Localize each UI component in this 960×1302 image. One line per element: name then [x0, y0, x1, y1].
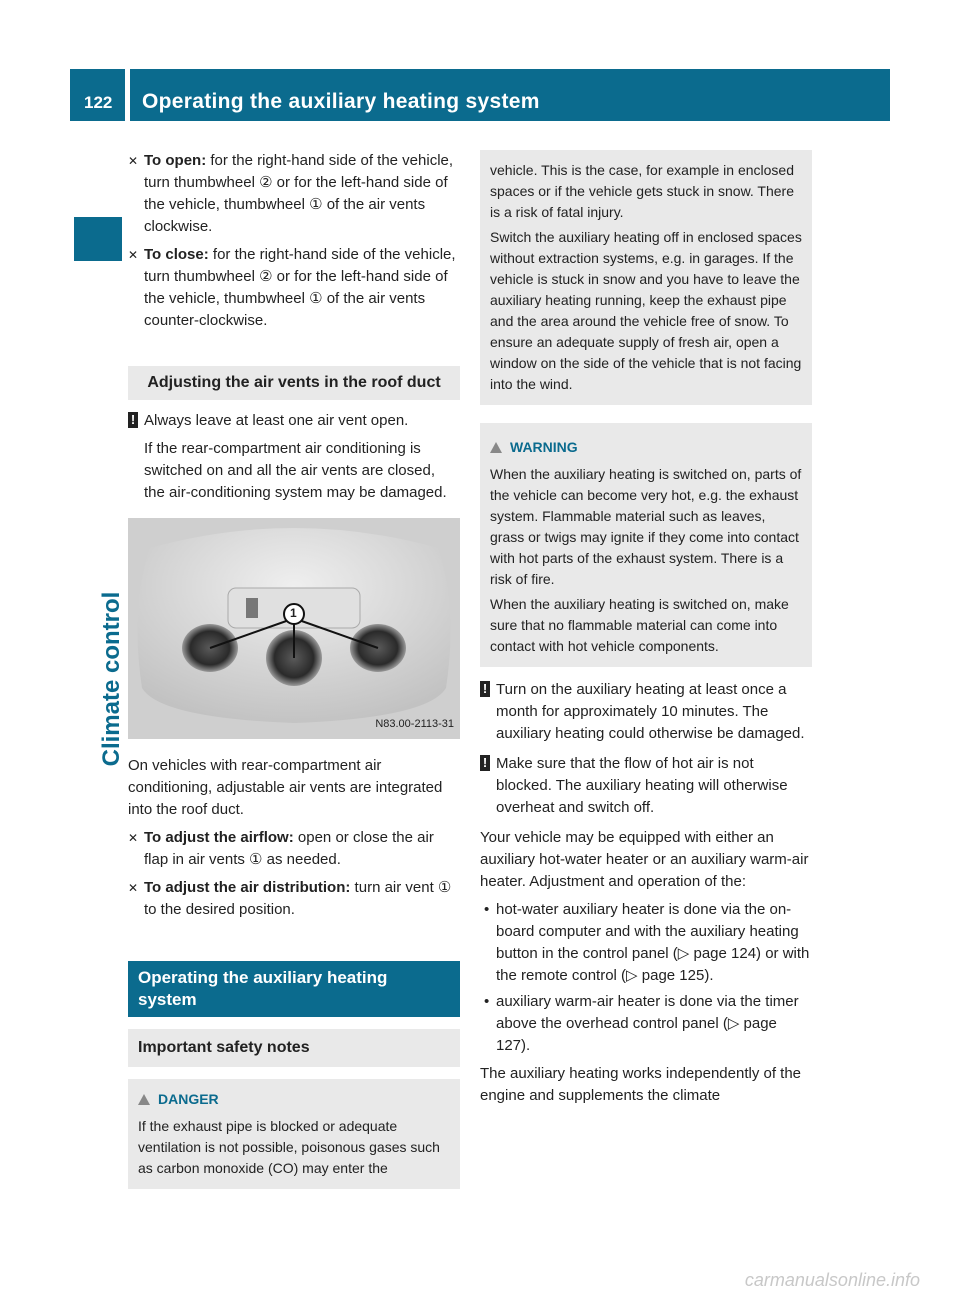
left-column: [128, 150, 460, 1189]
roof-duct-image: [128, 518, 460, 739]
right-column: [480, 150, 812, 1113]
subsection-heading: Important safety notes: [128, 1029, 460, 1067]
step-arrow-icon: ✕: [128, 831, 139, 845]
notice-icon: !: [480, 755, 490, 771]
step-adjust-distribution: [128, 877, 460, 921]
danger-box-continued: [480, 150, 812, 405]
subheading-roof-duct: Adjusting the air vents in the roof duct: [128, 366, 460, 400]
notice-text: Always leave at least one air vent open.: [144, 412, 409, 429]
warning-title: WARNING: [510, 439, 578, 455]
warning-header: [490, 437, 802, 458]
list-item: • auxiliary warm-air heater is done via the timer above the overhead control panel (▷ page 127).: [480, 991, 812, 1057]
notice-icon: !: [128, 412, 138, 428]
roof-duct-illustration: [128, 518, 460, 739]
step-adjust-airflow: [128, 827, 460, 871]
notice-text-2: If the rear-compartment air conditioning is switched on and all the air vents are closed, the air-conditioning system may be damaged.: [144, 440, 447, 501]
step-text: for the right-hand side of the vehicle, turn thumbwheel ② or for the left-hand side of the vehicle, thumbwheel ① of the air vents counter-clockwise.: [144, 246, 456, 329]
sidebar-tab-marker: [74, 217, 122, 261]
page-header: [70, 69, 890, 121]
notice-icon: !: [480, 681, 490, 697]
paragraph: The auxiliary heating works independently of the engine and supplements the climate: [480, 1065, 802, 1104]
paragraph: On vehicles with rear-compartment air conditioning, adjustable air vents are integrated into the roof duct.: [128, 757, 443, 818]
danger-title: DANGER: [158, 1091, 219, 1107]
step-label: To adjust the air distribution:: [144, 879, 351, 896]
danger-header: [138, 1089, 450, 1110]
notice: [480, 679, 812, 745]
step-arrow-icon: ✕: [128, 154, 139, 168]
bullet-list: [480, 899, 812, 1057]
step-text: open or close the air flap in air vents ① as needed.: [144, 829, 434, 868]
step-label: To adjust the airflow:: [144, 829, 294, 846]
image-callout: 1: [290, 606, 297, 620]
notice-text: Turn on the auxiliary heating at least once a month for approximately 10 minutes. The auxiliary heating could otherwise be damaged.: [496, 681, 805, 742]
sidebar-chapter-label: Climate control: [98, 591, 125, 767]
watermark: carmanualsonline.info: [744, 1270, 920, 1290]
danger-text: If the exhaust pipe is blocked or adequate ventilation is not possible, poisonous gases such as carbon monoxide (CO) may enter the: [138, 1118, 440, 1176]
warning-triangle-icon: [490, 442, 502, 453]
notice: [128, 410, 460, 504]
list-item: • hot-water auxiliary heater is done via the on-board computer and with the auxiliary heating button in the control panel (▷ page 124) or with the remote control (▷ page 125).: [480, 899, 812, 987]
step-arrow-icon: ✕: [128, 881, 139, 895]
page-title: Operating the auxiliary heating system: [142, 90, 540, 113]
warning-box: [480, 423, 812, 667]
step-label: To open:: [144, 152, 207, 169]
section-heading: Operating the auxiliary heating system: [128, 961, 460, 1017]
danger-text-continued: vehicle. This is the case, for example in enclosed spaces or if the vehicle gets stuck in snow. There is a risk of fatal injury.: [490, 162, 795, 220]
image-reference-code: N83.00-2113-31: [375, 718, 454, 730]
warning-text: When the auxiliary heating is switched on, parts of the vehicle can become very hot, e.g. the exhaust system. Flammable material such as leaves, grass or twigs may ignite if they come into contact with hot parts of the exhaust system. There is a risk of fire.: [490, 466, 802, 587]
paragraph: Your vehicle may be equipped with either an auxiliary hot-water heater or an auxiliary warm-air heater. Adjustment and operation of the:: [480, 829, 809, 890]
warning-triangle-icon: [138, 1094, 150, 1105]
header-separator: [125, 69, 130, 121]
page-number: 122: [84, 93, 113, 112]
sidebar: [70, 121, 125, 1302]
danger-box: [128, 1079, 460, 1189]
warning-text-2: When the auxiliary heating is switched on, make sure that no flammable material can come into contact with hot vehicle components.: [490, 596, 789, 654]
step-open: [128, 150, 460, 238]
danger-text-continued-2: Switch the auxiliary heating off in enclosed spaces without extraction systems, e.g. in garages. If the vehicle is stuck in snow and you have to leave the auxiliary heating running, keep the exhaust pipe and the area around the vehicle free of snow. To ensure an adequate supply of fresh air, open a window on the side of the vehicle that is not facing into the wind.: [490, 229, 802, 392]
notice: [480, 753, 812, 819]
step-arrow-icon: ✕: [128, 248, 139, 262]
step-text: turn air vent ① to the desired position.: [144, 879, 452, 918]
step-label: To close:: [144, 246, 209, 263]
notice-text: Make sure that the flow of hot air is not blocked. The auxiliary heating will otherwise overheat and switch off.: [496, 755, 788, 816]
step-text: for the right-hand side of the vehicle, turn thumbwheel ② or for the left-hand side of the vehicle, thumbwheel ① of the air vents clockwise.: [144, 152, 454, 235]
step-close: [128, 244, 460, 332]
